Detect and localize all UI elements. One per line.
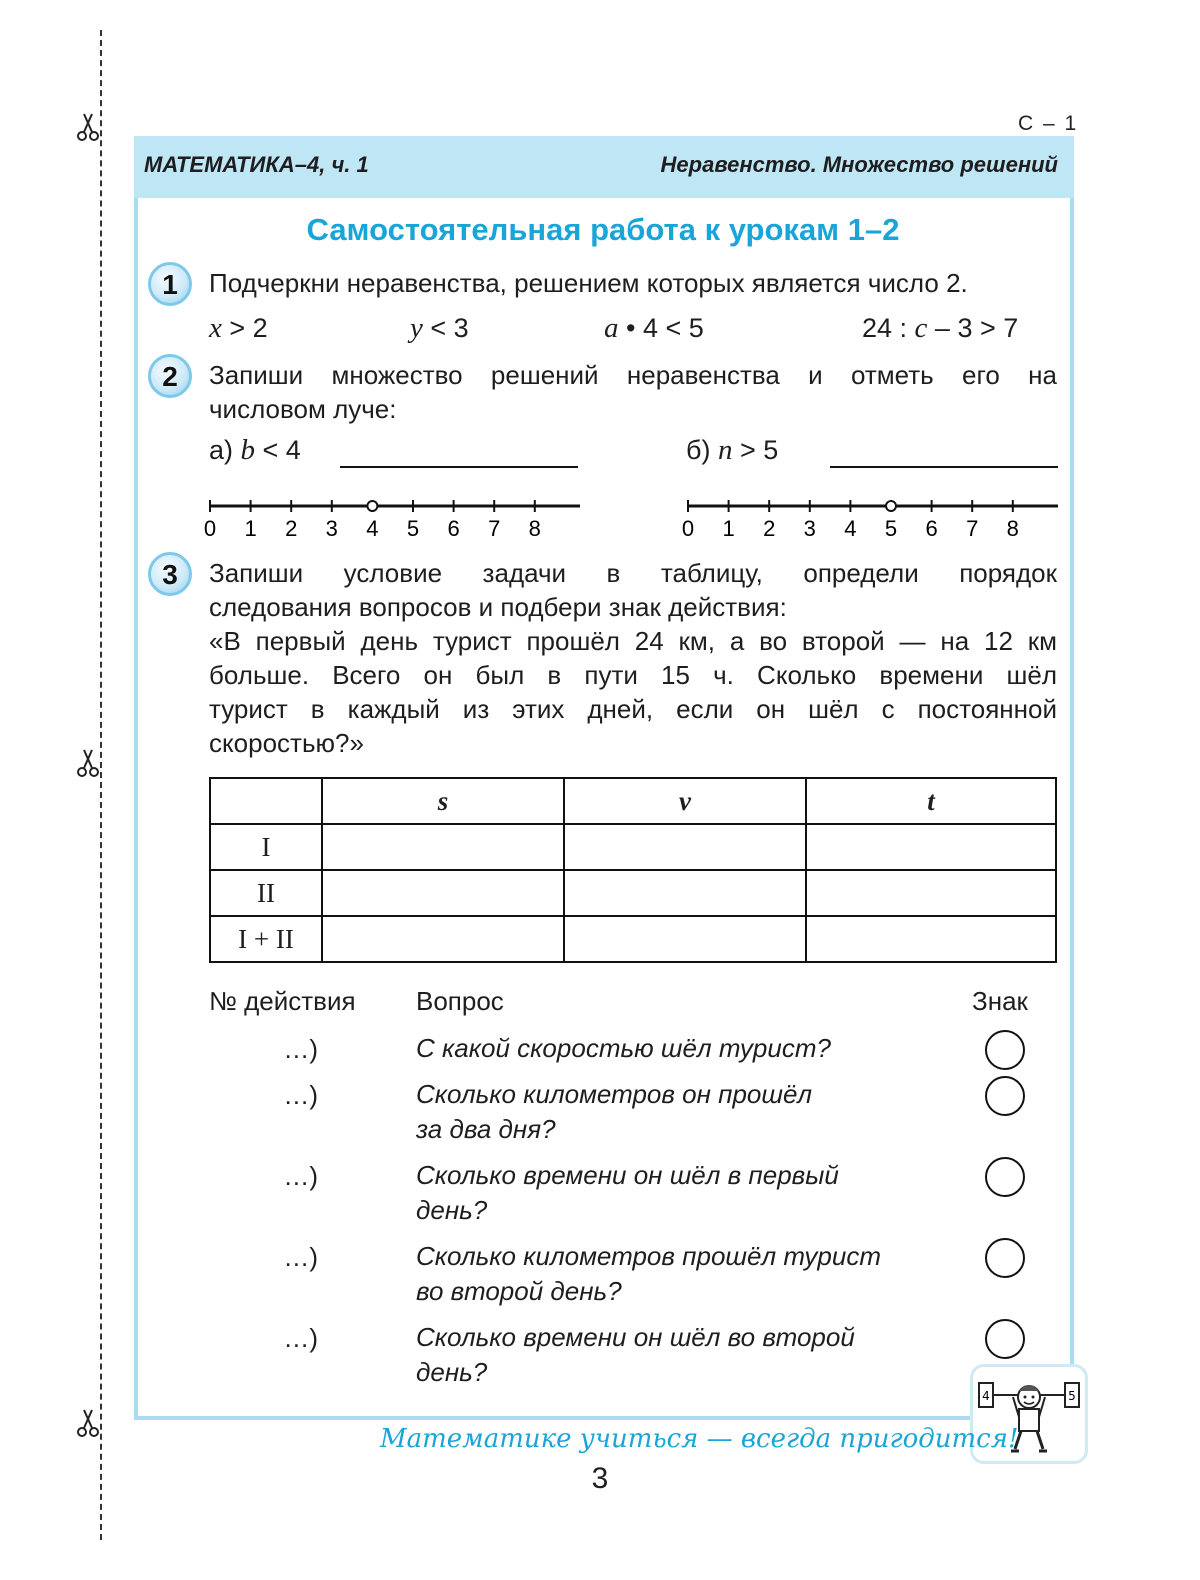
task-number-badge: 1 [148, 262, 192, 306]
header-topic: Неравенство. Множество решений [660, 152, 1058, 177]
action-number-blank[interactable]: …) [283, 1034, 318, 1064]
ray-tick-label: 3 [803, 516, 816, 541]
inequality-variable: a [604, 312, 619, 344]
task2-text-line: Запиши множество решений неравенства и отметь его на [209, 360, 1057, 390]
table-cell[interactable] [564, 824, 806, 870]
worksheet-title: Самостоятельная работа к урокам 1–2 [306, 212, 900, 247]
action-number-blank[interactable]: …) [283, 1161, 318, 1191]
page-number: 3 [591, 1462, 609, 1495]
ray-tick-label: 6 [925, 516, 938, 541]
task2-part-b: б) n > 5 [686, 434, 779, 466]
header-subject: МАТЕМАТИКА–4, ч. 1 [144, 152, 369, 177]
sign-circle[interactable] [985, 1076, 1025, 1116]
sign-circle[interactable] [985, 1157, 1025, 1197]
answer-line[interactable] [830, 466, 1058, 468]
scissors-icon [74, 112, 102, 142]
column-header: v [564, 778, 806, 824]
inequality-variable: c [914, 312, 928, 344]
action-number-blank[interactable]: …) [283, 1323, 318, 1353]
question-text: Сколько километров прошёл турист во второй день? [416, 1241, 881, 1306]
ray-tick-label: 1 [722, 516, 735, 541]
ray-tick-label: 0 [203, 516, 217, 541]
ray-tick-label: 7 [488, 516, 501, 541]
table-cell[interactable] [564, 870, 806, 916]
question-header: Вопрос [416, 986, 504, 1016]
mascot-right-card: 5 [1068, 1389, 1076, 1403]
table-cell[interactable] [564, 916, 806, 962]
cut-line [100, 30, 102, 1540]
table-header-row [210, 778, 1056, 824]
inequality-variable: y [410, 312, 423, 344]
inequality-item[interactable]: y < 3 [410, 312, 469, 344]
ray-tick-label: 8 [528, 516, 541, 541]
row-header: I [210, 824, 322, 870]
action-number-blank[interactable]: …) [283, 1242, 318, 1272]
question-text: С какой скоростью шёл турист? [416, 1033, 831, 1063]
question-text: Сколько километров он прошёл за два дня? [416, 1079, 813, 1144]
number-ray-b[interactable] [674, 494, 1074, 544]
sign-circle[interactable] [985, 1319, 1025, 1359]
task3-text-line: «В первый день турист прошёл 24 км, а во второй — на 12 км [209, 626, 1057, 656]
table-cell[interactable] [806, 824, 1056, 870]
ray-tick-label: 2 [763, 516, 776, 541]
table-corner-cell [210, 778, 322, 824]
number-ray-a[interactable] [196, 494, 596, 544]
sign-circle[interactable] [985, 1238, 1025, 1278]
scissors-icon [74, 748, 102, 778]
task2-text-line: числовом луче: [209, 394, 397, 424]
ray-tick-label: 4 [366, 516, 379, 541]
ray-open-point [886, 501, 896, 511]
answer-line[interactable] [340, 466, 578, 468]
task3-text-line: следования вопросов и подбери знак действия: [209, 592, 787, 622]
inequality-item[interactable]: a • 4 < 5 [604, 312, 704, 344]
task1-text: Подчеркни неравенства, решением которых является число 2. [209, 268, 968, 298]
question-text: Сколько времени он шёл во второй день? [416, 1322, 855, 1387]
sign-header: Знак [972, 986, 1028, 1016]
table-cell[interactable] [806, 916, 1056, 962]
column-header: s [322, 778, 564, 824]
inequality-item[interactable]: x > 2 [209, 312, 268, 344]
row-header: I + II [210, 916, 322, 962]
ray-tick-label: 5 [406, 516, 420, 541]
ray-open-point [367, 501, 377, 511]
table-row [210, 916, 1056, 962]
scissors-icon [74, 1408, 102, 1438]
task-number-badge: 2 [148, 354, 192, 398]
ray-tick-label: 8 [1006, 516, 1019, 541]
inequality-item[interactable]: 24 : c – 3 > 7 [862, 312, 1019, 344]
ray-tick-label: 6 [447, 516, 460, 541]
ray-tick-label: 1 [244, 516, 257, 541]
table-row [210, 870, 1056, 916]
ray-tick-label: 4 [844, 516, 857, 541]
condition-table [209, 777, 1057, 963]
footer-motto: Математике учиться — всегда пригодится! [380, 1424, 1019, 1454]
inequality-variable: x [209, 312, 222, 344]
table-cell[interactable] [322, 824, 564, 870]
ray-tick-label: 0 [681, 516, 695, 541]
action-number-blank[interactable]: …) [283, 1080, 318, 1110]
ray-tick-label: 2 [285, 516, 298, 541]
table-row [210, 824, 1056, 870]
row-header: II [210, 870, 322, 916]
table-cell[interactable] [806, 870, 1056, 916]
page-code: С – 1 [1018, 112, 1079, 135]
column-header: t [806, 778, 1056, 824]
task3-text-line: скоростью?» [209, 728, 364, 758]
table-cell[interactable] [322, 870, 564, 916]
ray-tick-label: 5 [884, 516, 898, 541]
task2-part-a: а) b < 4 [209, 434, 301, 466]
ray-tick-label: 7 [966, 516, 979, 541]
task3-text-line: турист в каждый из этих дней, если он шёл с постоянной [209, 694, 1057, 724]
task3-text-line: больше. Всего он был в пути 15 ч. Сколько времени шёл [209, 660, 1057, 690]
sign-circle[interactable] [985, 1030, 1025, 1070]
action-number-header: № действия [209, 986, 356, 1016]
table-cell[interactable] [322, 916, 564, 962]
ray-tick-label: 3 [325, 516, 338, 541]
task3-text-line: Запиши условие задачи в таблицу, определи порядок [209, 558, 1057, 588]
question-text: Сколько времени он шёл в первый день? [416, 1160, 839, 1225]
mascot-left-card: 4 [982, 1389, 990, 1403]
task-number-badge: 3 [148, 552, 192, 596]
